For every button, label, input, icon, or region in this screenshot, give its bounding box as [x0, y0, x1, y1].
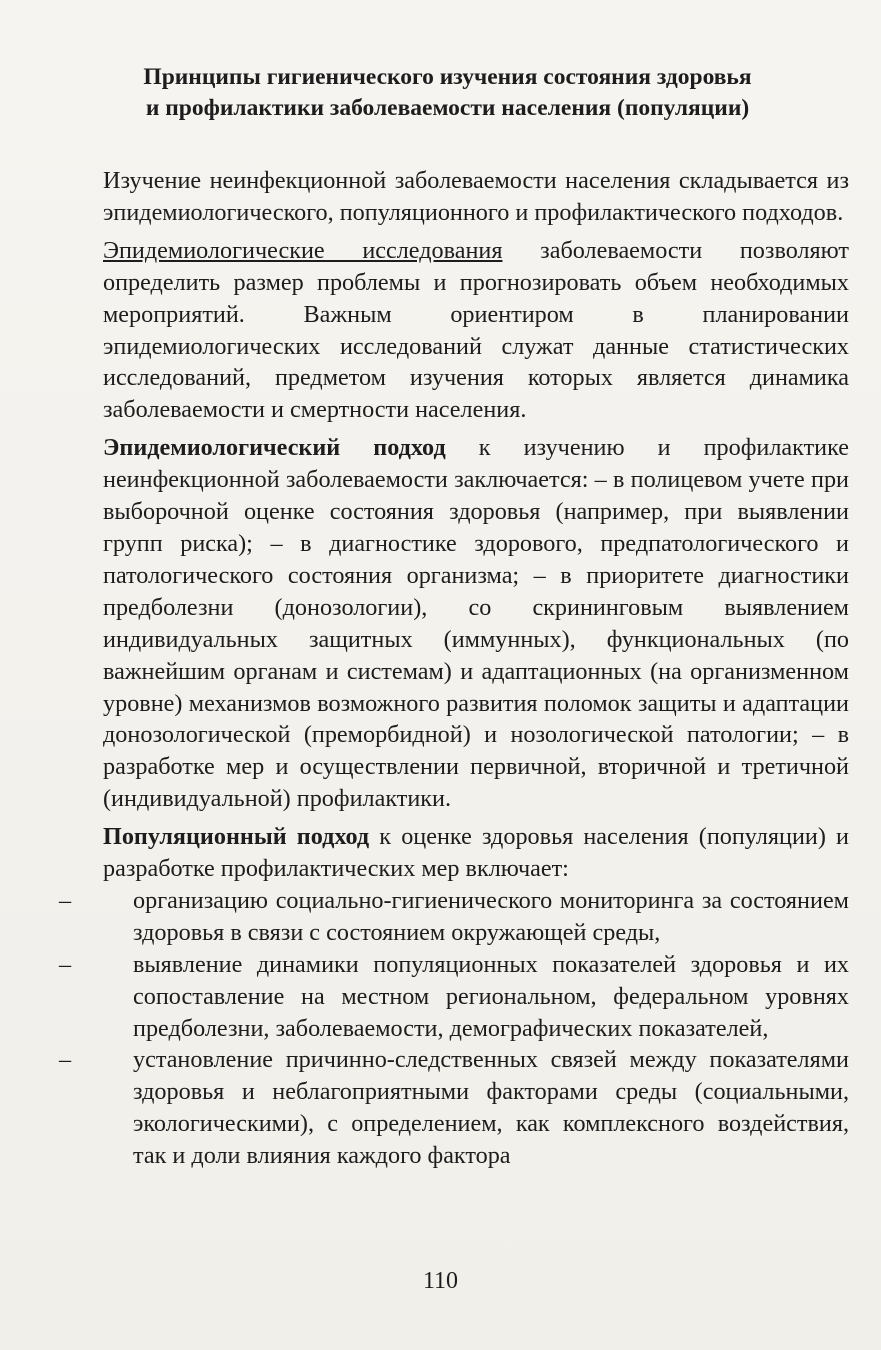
list-item-text: установление причинно-следственных связей между показателями здоровья и неблагоприятными факторами среды (социальными, экологическими), с определением, как комплексного воздействия, так и доли влияния каждого фактора	[133, 1046, 849, 1170]
document-body	[59, 165, 849, 1172]
page-title	[80, 62, 815, 124]
title-line-2: и профилактики заболеваемости населения (популяции)	[145, 95, 750, 121]
paragraph-intro: Изучение неинфекционной заболеваемости населения складывается из эпидемиологического, популяционного и профилактического подходов.	[103, 167, 849, 226]
paragraph-epidemiological-studies-text: заболеваемости позволяют определить размер проблемы и прогнозировать объем необходимых мероприятий. Важным ориентиром в планировании эпидемиологических исследований служат данные статистических исследований, предметом изучения которых является динамика заболеваемости и смертности населения.	[103, 236, 849, 424]
list-item	[59, 1044, 849, 1172]
list-item	[59, 885, 849, 949]
term-epidemiological-studies: Эпидемиологические исследования	[103, 236, 503, 264]
list-dash: –	[59, 886, 72, 914]
paragraph-epidemiological-approach	[103, 432, 849, 815]
term-population-approach: Популяционный подход	[103, 823, 370, 851]
list-dash: –	[59, 1046, 72, 1074]
title-line-1: Принципы гигиенического изучения состояния здоровья	[143, 64, 752, 90]
list-item-text: выявление динамики популяционных показателей здоровья и их сопоставление на местном региональном, федеральном уровнях предболезни, заболеваемости, демографических показателей,	[133, 950, 849, 1042]
paragraph-population-approach	[103, 821, 849, 885]
list-item	[59, 949, 849, 1045]
population-measures-list	[59, 885, 849, 1172]
paragraph-epidemiological-studies	[103, 235, 849, 426]
term-epidemiological-approach: Эпидемиологический подход	[103, 434, 446, 462]
paragraph-epidemiological-approach-text: к изучению и профилактике неинфекционной заболеваемости заключается: – в полицевом учете при выборочной оценке состояния здоровья (например, при выявлении групп риска); – в диагностике здорового, предпатологического и патологического состояния организма; – в приоритете диагностики предболезни (донозологии), со скрининговым выявлением индивидуальных защитных (иммунных), функциональных (по важнейшим органам и системам) и адаптационных (на организменном уровне) механизмов возможного развития поломок защиты и адаптации донозологической (преморбидной) и нозологической патологии; – в разработке мер и осуществлении первичной, вторичной и третичной (индивидуальной) профилактики.	[103, 434, 849, 813]
page-number: 110	[422, 1268, 459, 1294]
list-item-text: организацию социально-гигиенического мониторинга за состоянием здоровья в связи с состоянием окружающей среды,	[133, 886, 849, 946]
paragraph-population-approach-text: к оценке здоровья населения (популяции) и разработке профилактических мер включает:	[103, 823, 849, 883]
list-dash: –	[59, 950, 72, 978]
